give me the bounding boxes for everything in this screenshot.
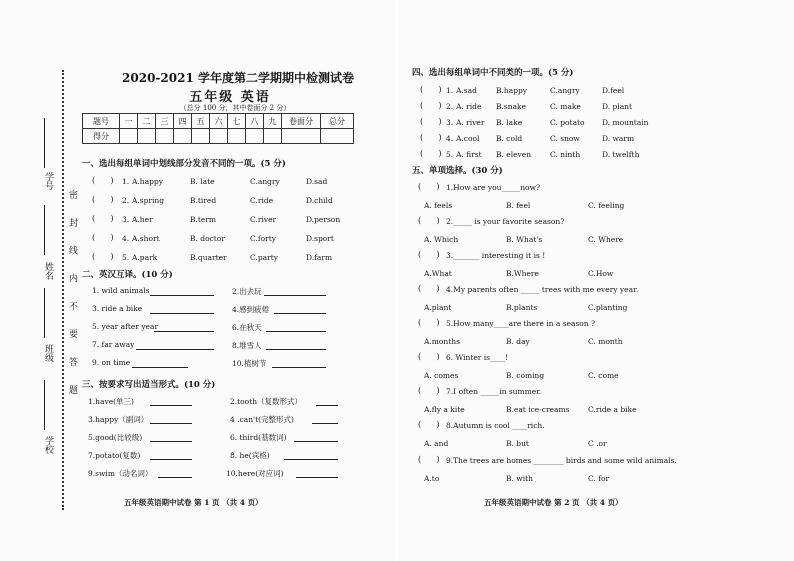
question-number: 1. [122,177,130,186]
form-item: 10.here(对应词) [226,469,284,478]
option-a: A.park [132,253,158,262]
section-1-heading: 一、选出每组单词中划线部分发音不同的一项。(5 分) [82,159,286,169]
option-a: A. feels [424,201,453,210]
answer-blank[interactable] [272,367,326,368]
score-header-cell: 卷面分 [282,114,321,129]
score-cell[interactable] [321,129,354,144]
form-item: 1.have(单三) [88,397,134,406]
answer-parenthesis[interactable]: ( ) [418,352,440,361]
answer-blank[interactable] [150,405,192,406]
score-header-cell: 五 [192,114,210,129]
question-stem: 6. Winter is____! [446,353,509,362]
section-4-heading: 四、选出每组单词中不同类的一项。(5 分) [412,68,574,78]
translation-item: 5. year after year [92,322,159,331]
form-item: 7.potato(复数) [88,451,141,460]
score-cell[interactable] [156,129,174,144]
option-a: A.short [132,234,160,243]
option-a: A. river [456,118,485,127]
answer-parenthesis[interactable]: ( ) [420,85,442,94]
option-d: D.feel [602,86,625,95]
translation-item: 4.感到疲倦 [232,305,270,314]
option-b: B.happy [496,86,528,95]
answer-parenthesis[interactable]: ( ) [418,318,440,327]
answer-parenthesis[interactable]: ( ) [92,195,114,204]
answer-blank[interactable] [154,331,214,332]
exam-page-2 [398,0,794,561]
form-item: 9.swim（动名词） [88,469,153,478]
answer-blank[interactable] [296,477,338,478]
translation-item: 10.植树节 [232,359,267,368]
option-b: B. but [506,439,529,448]
option-b: B.term [190,215,217,224]
answer-parenthesis[interactable]: ( ) [418,182,440,191]
question-number: 1. [446,86,454,95]
answer-blank[interactable] [312,423,338,424]
score-cell[interactable] [138,129,156,144]
option-d: D.person [306,215,341,224]
answer-blank[interactable] [150,441,192,442]
score-cell[interactable] [192,129,210,144]
section-3-heading: 三、按要求写出适当形式。(10 分) [82,380,216,390]
option-a: A. and [424,439,449,448]
option-a: A.cool [456,134,480,143]
answer-blank[interactable] [264,295,326,296]
translation-item: 9. on time [92,358,131,367]
option-d: D.sad [306,177,328,186]
name-label: 姓名 [43,262,53,280]
option-a: A.months [424,337,460,346]
score-header-cell: 六 [210,114,228,129]
option-a: A. ride [456,102,482,111]
student-id-label: 学号 [43,172,53,190]
answer-parenthesis[interactable]: ( ) [420,149,442,158]
option-a: A. first [456,150,482,159]
question-stem: 4.My parents often _____ trees with me every year. [446,285,639,294]
option-c: C. ninth [550,150,581,159]
page-footer: 五年级英语期中试卷 第 1 页 （共 4 页） [124,498,263,507]
score-cell[interactable] [228,129,246,144]
class-label: 班级 [43,344,53,362]
score-header-cell: 七 [228,114,246,129]
score-cell[interactable] [264,129,282,144]
answer-blank[interactable] [150,313,214,314]
score-cell[interactable] [246,129,264,144]
option-b: B.Where [506,269,539,278]
option-c: C. Where [588,235,624,244]
score-cell[interactable] [282,129,321,144]
question-number: 2. [446,102,454,111]
option-a: A.to [424,474,440,483]
question-stem: 1.How are you_____now? [446,183,541,192]
score-header-cell: 二 [138,114,156,129]
question-stem: 3._______ interesting it is ! [446,251,546,260]
seal-warning-text: 密 封 线 内 不 要 答 题 [67,190,77,403]
option-b: B.tired [190,196,217,205]
exam-page-1 [0,0,396,561]
score-header-cell: 总分 [321,114,354,129]
answer-parenthesis[interactable]: ( ) [92,252,114,261]
school-label: 学校 [43,436,53,454]
exam-subtitle: 五年级 英语 [189,90,271,105]
option-b: B. day [506,337,530,346]
score-table-header-row [83,114,354,129]
translation-item: 2.出去玩 [232,287,262,296]
score-table [82,113,354,144]
answer-blank[interactable] [266,331,326,332]
score-cell[interactable] [174,129,192,144]
answer-parenthesis[interactable]: ( ) [420,117,442,126]
answer-parenthesis[interactable]: ( ) [418,284,440,293]
form-item: 5.good(比较级) [88,433,143,442]
class-field[interactable] [44,288,45,338]
name-field[interactable] [44,205,45,255]
answer-parenthesis[interactable]: ( ) [418,420,440,429]
question-number: 4. [446,134,454,143]
option-b: B. coming [506,371,545,380]
option-c: C. for [588,474,610,483]
option-b: B.quarter [190,253,227,262]
option-d: D.sport [306,234,334,243]
option-d: D.farm [306,253,333,262]
form-item: 2.tooth（复数形式） [230,397,303,406]
option-a: A.sad [456,86,477,95]
answer-parenthesis[interactable]: ( ) [420,133,442,142]
option-a: A. Which [424,235,459,244]
answer-blank[interactable] [316,405,338,406]
option-c: C.angry [550,86,580,95]
option-c: C.ride a bike [588,405,637,414]
section-2-heading: 二、英汉互译。(10 分) [82,270,173,280]
option-c: C.angry [250,177,280,186]
option-c: C. feeling [588,201,625,210]
option-c: C.forty [250,234,276,243]
answer-blank[interactable] [136,349,214,350]
score-header-cell: 题号 [83,114,120,129]
binding-margin [0,0,78,561]
translation-item: 3. ride a bike [92,304,143,313]
option-a: A.her [132,215,153,224]
option-a: A.spring [132,196,165,205]
score-header-cell: 三 [156,114,174,129]
answer-parenthesis[interactable]: ( ) [418,386,440,395]
option-c: C.ride [250,196,274,205]
translation-item: 7. far away [92,340,135,349]
score-table-score-row [83,129,354,144]
option-b: B. late [190,177,215,186]
option-a: A.What [424,269,452,278]
question-number: 3. [122,215,130,224]
question-stem: 2._____ is your favorite season? [446,217,565,226]
answer-parenthesis[interactable]: ( ) [418,250,440,259]
answer-parenthesis[interactable]: ( ) [92,233,114,242]
question-stem: 9.The trees are homes ________ birds and some wild animals. [446,456,677,465]
answer-blank[interactable] [150,459,192,460]
option-c: C .or [588,439,607,448]
option-a: A. comes [424,371,459,380]
option-a: A.plant [424,303,452,312]
answer-parenthesis[interactable]: ( ) [420,101,442,110]
question-number: 3. [446,118,454,127]
score-header-cell: 九 [264,114,282,129]
answer-parenthesis[interactable]: ( ) [418,455,440,464]
option-b: B.eat ice-creams [506,405,570,414]
option-c: C. make [550,102,581,111]
answer-blank[interactable] [294,441,338,442]
seal-dotted-line [62,70,64,510]
option-b: B. What's [506,235,543,244]
answer-blank[interactable] [158,477,192,478]
option-d: D. plant [602,102,633,111]
answer-blank[interactable] [150,423,192,424]
answer-parenthesis[interactable]: ( ) [92,176,114,185]
question-number: 4. [122,234,130,243]
form-item: 6. third(基数词) [230,433,287,442]
answer-blank[interactable] [132,367,188,368]
answer-blank[interactable] [150,295,214,296]
score-header-cell: 八 [246,114,264,129]
option-c: C. potato [550,118,585,127]
question-stem: 7.I often _____in summer. [446,387,542,396]
score-row-label: 得分 [83,129,120,144]
question-number: 5. [122,253,130,262]
section-5-heading: 五、单项选择。(30 分) [412,166,503,176]
option-d: D. mountain [602,118,649,127]
option-c: C.planting [588,303,628,312]
option-c: C. come [588,371,619,380]
option-a: A.fly a kite [424,405,465,414]
option-b: B.plants [506,303,538,312]
translation-item: 1. wild animals [92,286,150,295]
option-a: A.happy [132,177,163,186]
question-stem: 5.How many____are there in a season ? [446,319,596,328]
score-cell[interactable] [210,129,228,144]
score-header-cell: 一 [120,114,138,129]
score-header-cell: 四 [174,114,192,129]
answer-parenthesis[interactable]: ( ) [92,214,114,223]
option-d: D. warm [602,134,635,143]
form-item: 3.happy（副词） [88,415,149,424]
option-b: B. lake [496,118,523,127]
page-footer: 五年级英语期中试卷 第 2 页 （共 4 页） [484,498,623,507]
translation-item: 6.在秋天 [232,323,262,332]
school-field[interactable] [44,380,45,430]
question-number: 5. [446,150,454,159]
option-c: C. month [588,337,623,346]
translation-item: 8.堆雪人 [232,341,262,350]
question-stem: 8.Autumn is cool ____rich. [446,421,545,430]
exam-title: 2020-2021 学年度第二学期期中检测试卷 [122,71,354,85]
option-c: C. snow [550,134,580,143]
answer-blank[interactable] [284,459,338,460]
option-b: B. eleven [496,150,532,159]
answer-parenthesis[interactable]: ( ) [418,216,440,225]
score-note: （总分 100 分，其中卷面分 2 分） [179,104,291,112]
option-c: C.river [250,215,277,224]
option-b: B. with [506,474,533,483]
option-b: B. feel [506,201,531,210]
option-c: C.party [250,253,278,262]
option-c: C.How [588,269,614,278]
form-item: 4 .can't(完整形式) [230,415,294,424]
answer-blank[interactable] [274,313,326,314]
form-item: 8. he(宾格) [230,451,270,460]
option-d: D.child [306,196,333,205]
answer-blank[interactable] [266,349,326,350]
option-b: B. cold [496,134,523,143]
score-cell[interactable] [120,129,138,144]
option-b: B. doctor [190,234,225,243]
student-id-field[interactable] [44,118,45,168]
option-d: D. twelfth [602,150,640,159]
question-number: 2. [122,196,130,205]
option-b: B.snake [496,102,527,111]
